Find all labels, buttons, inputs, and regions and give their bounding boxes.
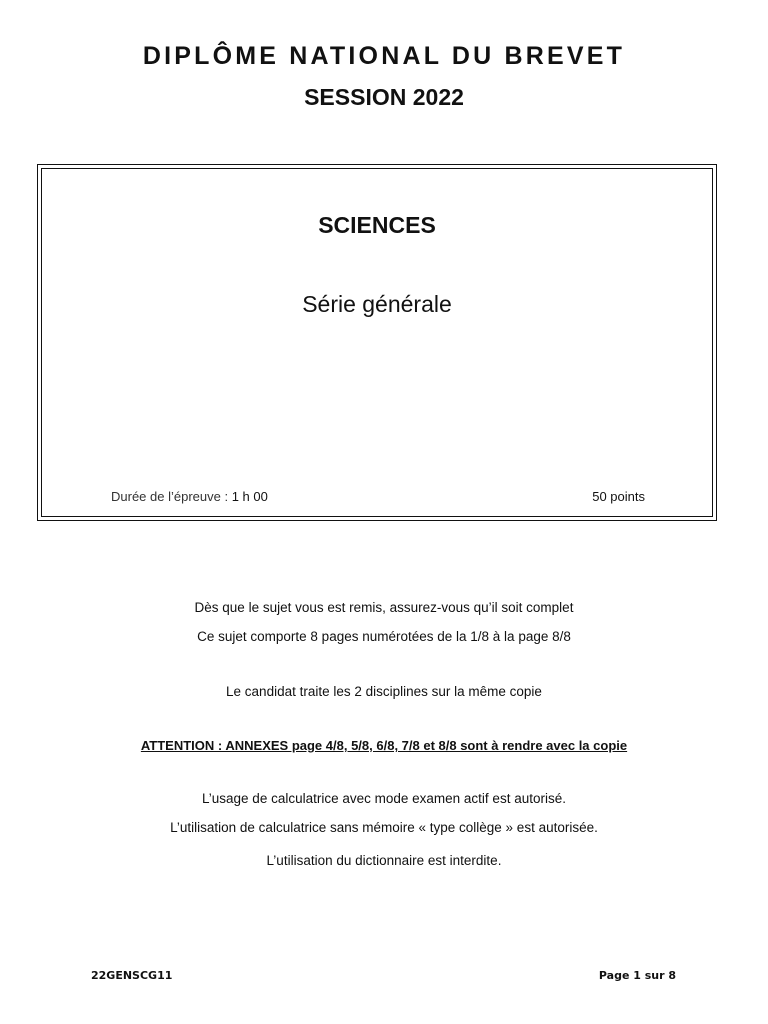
page-number: Page 1 sur 8 [598,969,676,982]
serie-label: Série générale [302,291,452,317]
instruction-pages: Ce sujet comporte 8 pages numérotées de la 1/8 à la page 8/8 [197,629,571,644]
subject-frame-inner [41,168,713,517]
instruction-complete: Dès que le sujet vous est remis, assurez-vous qu’il soit complet [194,600,574,615]
instruction-calculator-exam: L’usage de calculatrice avec mode examen actif est autorisé. [202,791,566,806]
instruction-calculator-college: L’utilisation de calculatrice sans mémoire « type collège » est autorisée. [170,820,598,835]
duration [111,489,268,504]
duration-value: 1 h 00 [231,489,268,504]
points-label: 50 points [592,489,645,504]
document-code: 22GENSCG11 [91,969,173,982]
instruction-dictionary: L’utilisation du dictionnaire est interdite. [266,853,502,868]
attention-annexes: ATTENTION : ANNEXES page 4/8, 5/8, 6/8, 7/8 et 8/8 sont à rendre avec la copie [140,738,628,753]
session-title: SESSION 2022 [304,84,464,110]
duration-label: Durée de l’épreuve : [111,489,232,504]
exam-title: DIPLÔME NATIONAL DU BREVET [142,42,626,70]
instruction-disciplines: Le candidat traite les 2 disciplines sur la même copie [226,684,542,699]
subject-frame [37,164,717,521]
subject-title: SCIENCES [318,212,436,238]
